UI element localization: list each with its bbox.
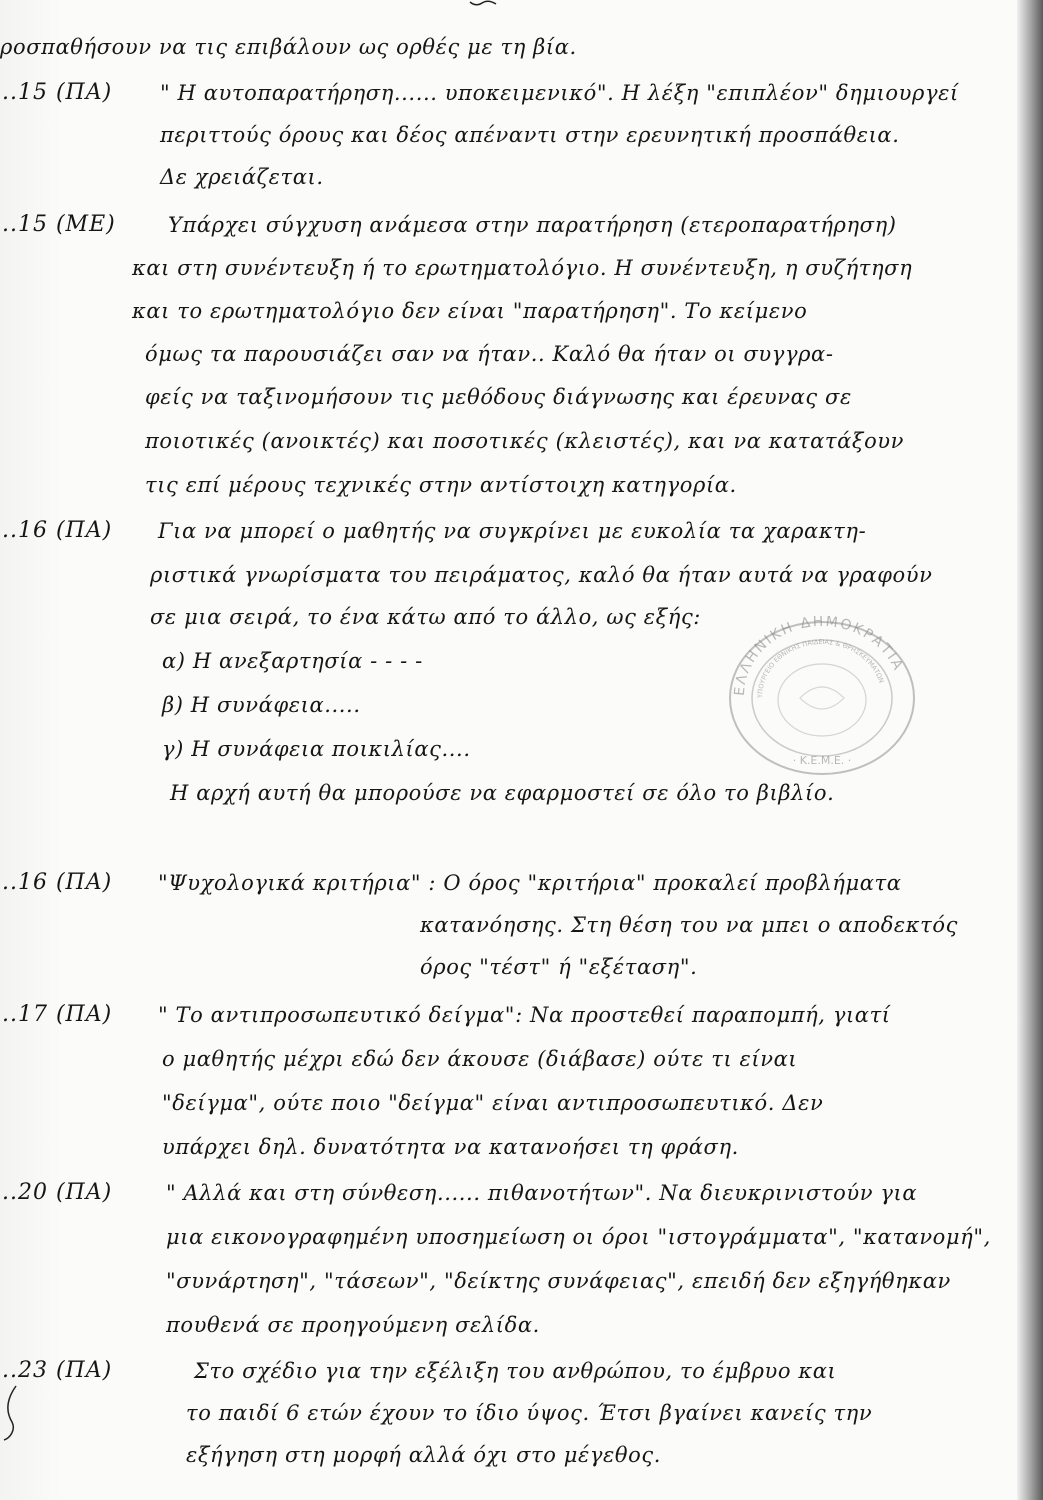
section-line: όμως τα παρουσιάζει σαν να ήταν.. Καλό θα ήταν οι συγγρα- [145,342,834,366]
section-line: όρος "τέστ" ή "εξέταση". [420,955,698,979]
section-line: Δε χρειάζεται. [160,165,324,189]
stamp-inner-text: ΥΠΟΥΡΓΕΙΟ ΕΘΝΙΚΗΣ ΠΑΙΔΕΙΑΣ & ΘΡΗΣΚΕΥΜΑΤΩΝ [755,637,886,699]
stamp-ring-text: ΕΛΛΗΝΙΚΗ ΔΗΜΟΚΡΑΤΙΑ [731,616,907,697]
section-line: "δείγμα", ούτε ποιο "δείγμα" είναι αντιπροσωπευτικό. Δεν [162,1091,824,1115]
section-line: ριστικά γνωρίσματα του πειράματος, καλό θα ήταν αυτά να γραφούν [150,563,933,587]
section-reference: ..17 (ΠΑ) [2,1002,113,1027]
margin-ink-mark [2,1382,22,1442]
section-line: Η αρχή αυτή θα μπορούσε να εφαρμοστεί σε όλο το βιβλίο. [170,781,835,805]
list-item: γ) Η συνάφεια ποικιλίας.... [162,737,471,761]
section-line: Για να μπορεί ο μαθητής να συγκρίνει με ευκολία τα χαρακτη- [158,519,867,543]
section-reference: ..20 (ΠΑ) [2,1180,113,1205]
section-reference: ..16 (ΠΑ) [2,870,113,895]
section-line: το παιδί 6 ετών έχουν το ίδιο ύψος. Έτσι βγαίνει κανείς την [186,1401,873,1425]
section-line: και στη συνέντευξη ή το ερωτηματολόγιο. Η συνέντευξη, η συζήτηση [132,256,913,280]
section-reference: ..16 (ΠΑ) [2,518,113,543]
section-line: ποιοτικές (ανοικτές) και ποσοτικές (κλειστές), και να κατατάξουν [145,429,905,453]
list-item: α) Η ανεξαρτησία - - - - [162,649,423,673]
section-line: μια εικονογραφημένη υποσημείωση οι όροι "ιστογράμματα", "κατανομή", [166,1225,991,1249]
section-line: " Αλλά και στη σύνθεση...... πιθανοτήτων". Να διευκρινιστούν για [166,1181,918,1205]
intro-line: ροσπαθήσουν να τις επιβάλουν ως ορθές με τη βία. [0,35,577,59]
section-line: " Το αντιπροσωπευτικό δείγμα": Να προστεθεί παραπομπή, γιατί [158,1003,891,1027]
section-line: Στο σχέδιο για την εξέλιξη του ανθρώπου, το έμβρυο και [194,1359,837,1383]
section-line: ο μαθητής μέχρι εδώ δεν άκουσε (διάβασε) ούτε τι είναι [162,1047,798,1071]
top-ink-mark [468,0,498,8]
section-reference: ..15 (ΜΕ) [2,212,116,237]
section-reference: ..15 (ΠΑ) [2,80,113,105]
official-stamp [722,616,922,776]
section-line: τις επί μέρους τεχνικές στην αντίστοιχη κατηγορία. [145,473,737,497]
svg-text:ΥΠΟΥΡΓΕΙΟ ΕΘΝΙΚΗΣ ΠΑΙΔΕΙΑΣ & Θ [756,638,886,699]
section-line: φείς να ταξινομήσουν τις μεθόδους διάγνωσης και έρευνας σε [145,385,852,409]
section-line: εξήγηση στη μορφή αλλά όχι στο μέγεθος. [186,1443,662,1467]
section-line: "συνάρτηση", "τάσεων", "δείκτης συνάφειας", επειδή δεν εξηγήθηκαν [166,1269,951,1293]
stamp-bottom-text: · Κ.Ε.Μ.Ε. · [792,754,852,767]
section-line: υπάρχει δηλ. δυνατότητα να κατανοήσει τη φράση. [162,1135,739,1159]
section-line: σε μια σειρά, το ένα κάτω από το άλλο, ως εξής: [150,605,701,629]
section-line: και το ερωτηματολόγιο δεν είναι "παρατήρηση". Το κείμενο [132,299,808,323]
section-line: Υπάρχει σύγχυση ανάμεσα στην παρατήρηση (ετεροπαρατήρηση) [168,213,897,237]
section-reference: ..23 (ΠΑ) [2,1358,113,1383]
section-line: κατανόησης. Στη θέση του να μπει ο αποδεκτός [420,913,958,937]
list-item: β) Η συνάφεια..... [162,693,361,717]
page-binding-edge [1017,0,1043,1500]
section-line: "Ψυχολογικά κριτήρια" : Ο όρος "κριτήρια" προκαλεί προβλήματα [158,871,902,895]
section-line: πουθενά σε προηγούμενη σελίδα. [166,1313,540,1337]
section-line: περιττούς όρους και δέος απέναντι στην ερευνητική προσπάθεια. [160,123,900,147]
section-line: " Η αυτοπαρατήρηση...... υποκειμενικό". Η λέξη "επιπλέον" δημιουργεί [160,81,959,105]
